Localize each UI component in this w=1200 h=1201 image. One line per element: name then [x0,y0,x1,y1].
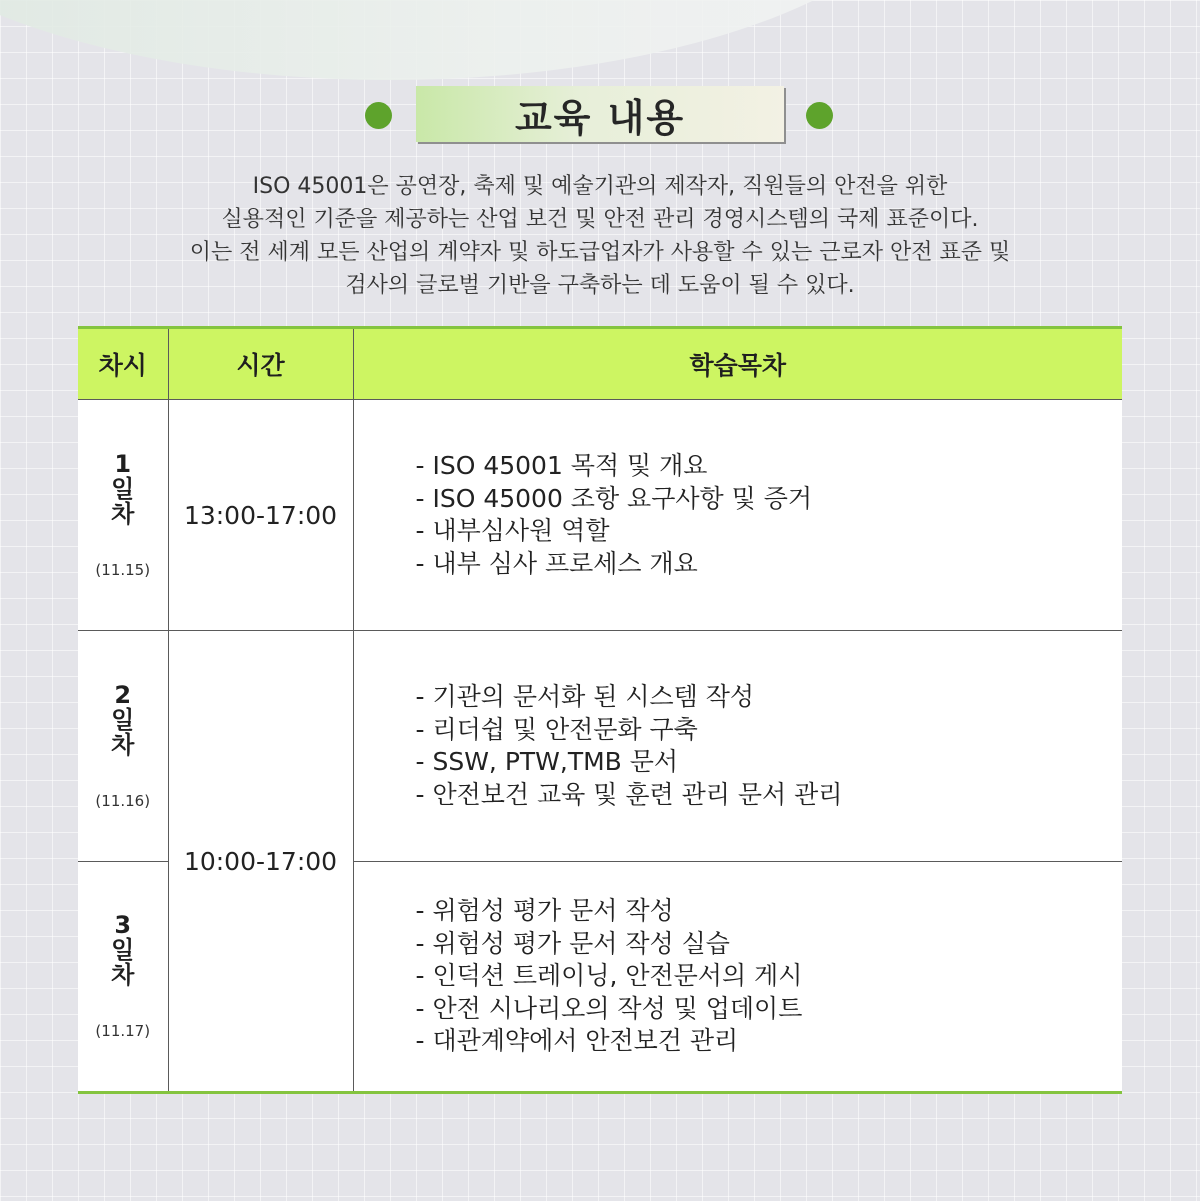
green-dot-icon [806,102,833,129]
day-cell [78,862,168,1093]
list-item: - SSW, PTW,TMB 문서 [416,746,1122,779]
green-dot-icon [365,102,392,129]
list-item: - 대관계약에서 안전보건 관리 [416,1025,1122,1058]
list-item: - 안전 시나리오의 작성 및 업데이트 [416,993,1122,1026]
day-date: (11.15) [95,560,151,579]
list-item: - 안전보건 교육 및 훈련 관리 문서 관리 [416,779,1122,812]
day-label: 2일차 [111,680,135,759]
day-label: 3일차 [111,911,135,989]
list-item: - 위험성 평가 문서 작성 [416,895,1122,928]
contents-cell [353,400,1122,631]
intro-line: ISO 45001은 공연장, 축제 및 예술기관의 제작자, 직원들의 안전을 위한 [252,174,948,199]
list-item: - 위험성 평가 문서 작성 실습 [416,928,1122,961]
intro-line: 검사의 글로벌 기반을 구축하는 데 도움이 될 수 있다. [345,273,855,298]
day-cell [78,631,168,862]
list-item: - 기관의 문서화 된 시스템 작성 [416,681,1122,714]
day-date: (11.16) [95,791,151,810]
header-session: 차시 [78,328,168,400]
table-row [78,400,1122,631]
intro-text [100,170,1100,302]
time-cell: 10:00-17:00 [168,631,353,1093]
table-header-row [78,328,1122,400]
list-item: - ISO 45001 목적 및 개요 [416,450,1122,483]
day-date: (11.17) [95,1022,151,1040]
time-cell: 13:00-17:00 [168,400,353,631]
list-item: - 내부 심사 프로세스 개요 [416,548,1122,581]
list-item: - 인덕션 트레이닝, 안전문서의 게시 [416,960,1122,993]
intro-line: 실용적인 기준을 제공하는 산업 보건 및 안전 관리 경영시스템의 국제 표준이다. [221,207,979,232]
decorative-arc [0,0,940,80]
contents-list [416,450,1122,580]
table-row [78,631,1122,862]
intro-line: 이는 전 세계 모든 산업의 계약자 및 하도급업자가 사용할 수 있는 근로자 안전 표준 및 [189,240,1011,265]
contents-list [416,681,1122,811]
day-cell [78,400,168,631]
page-title: 교육 내용 [416,86,784,142]
list-item: - 리더쉽 및 안전문화 구축 [416,714,1122,747]
contents-cell [353,862,1122,1093]
title-banner [0,86,1200,144]
contents-list [416,895,1122,1058]
list-item: - 내부심사원 역할 [416,515,1122,548]
schedule-table [78,326,1122,1094]
list-item: - ISO 45000 조항 요구사항 및 증거 [416,483,1122,516]
day-label: 1일차 [111,449,135,528]
header-time: 시간 [168,328,353,400]
header-contents: 학습목차 [353,328,1122,400]
contents-cell [353,631,1122,862]
